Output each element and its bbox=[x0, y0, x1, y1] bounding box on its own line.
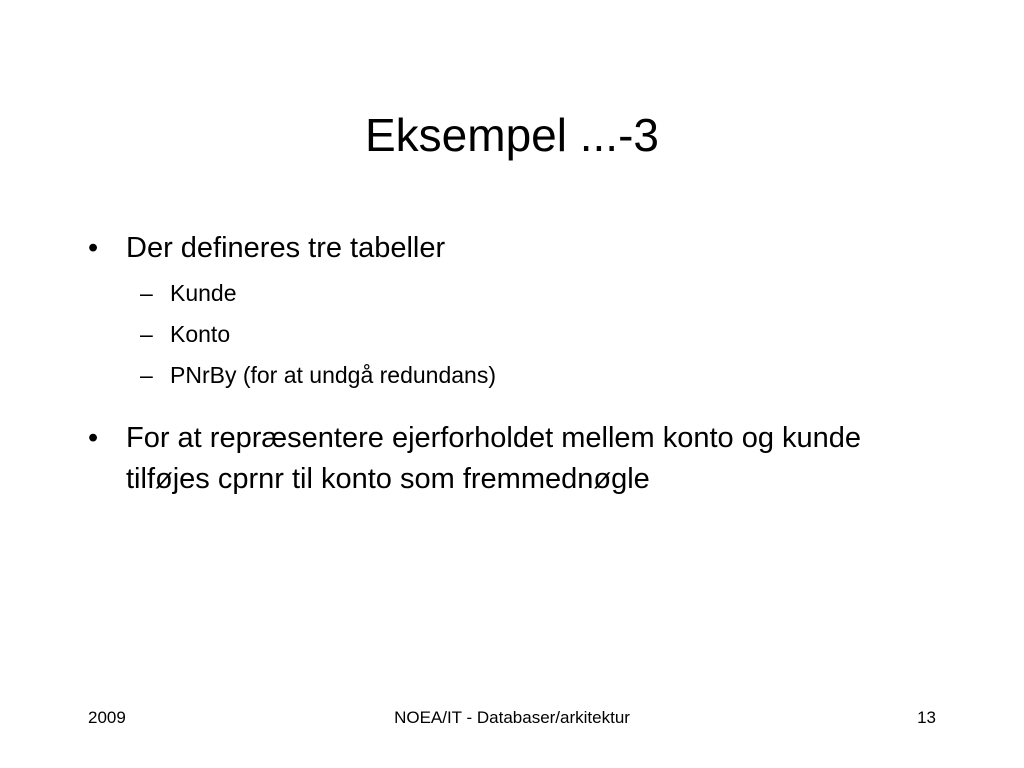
sub-item-pnrby bbox=[126, 355, 948, 396]
footer-page-number: 13 bbox=[917, 708, 936, 727]
dash-marker: – bbox=[140, 362, 153, 388]
sub-item-kunde bbox=[126, 273, 948, 314]
bullet-item bbox=[88, 228, 948, 396]
sub-item-text: Kunde bbox=[170, 280, 237, 306]
bullet-marker: • bbox=[88, 422, 99, 454]
slide-title: Eksempel ...-3 bbox=[365, 109, 659, 161]
sub-list bbox=[126, 273, 948, 396]
bullet-list bbox=[88, 228, 948, 500]
sub-item-text: Konto bbox=[170, 321, 231, 347]
footer-year: 2009 bbox=[88, 708, 126, 727]
dash-marker: – bbox=[140, 321, 153, 347]
bullet-text: For at repræsentere ejerforholdet mellem konto og kunde tilføjes cprnr til konto som fremmednøgle bbox=[126, 422, 862, 495]
bullet-item bbox=[88, 418, 948, 500]
bullet-marker: • bbox=[88, 232, 99, 264]
sub-item-text: PNrBy (for at undgå redundans) bbox=[170, 362, 497, 388]
dash-marker: – bbox=[140, 280, 153, 306]
footer-course: NOEA/IT - Databaser/arkitektur bbox=[394, 708, 630, 727]
sub-item-konto bbox=[126, 314, 948, 355]
bullet-text: Der defineres tre tabeller bbox=[126, 232, 446, 264]
